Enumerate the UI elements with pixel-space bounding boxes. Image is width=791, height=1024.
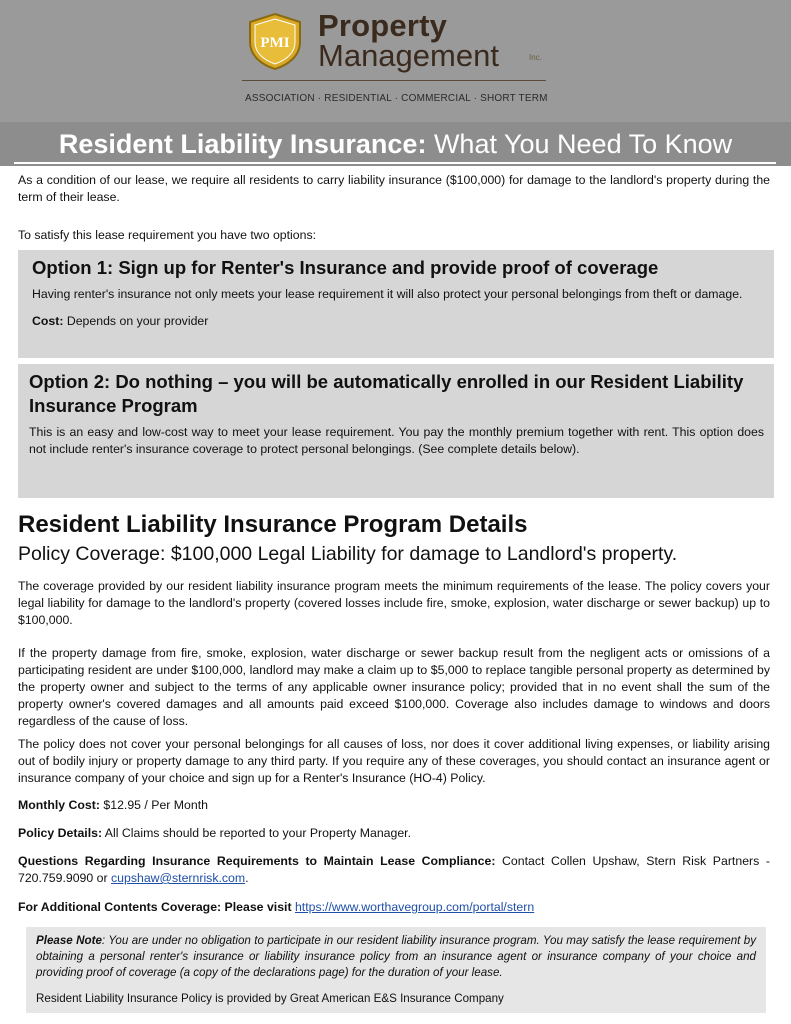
questions-label: Questions Regarding Insurance Requirements to Maintain Lease Compliance: xyxy=(18,854,496,868)
tagline: ASSOCIATION · RESIDENTIAL · COMMERCIAL · SHORT TERM xyxy=(245,93,548,104)
details-title: Resident Liability Insurance Program Details xyxy=(18,511,528,538)
details-subtitle: Policy Coverage: $100,000 Legal Liability for damage to Landlord's property. xyxy=(18,543,678,565)
contact-email-link[interactable]: cupshaw@sternrisk.com xyxy=(111,871,246,885)
additional-coverage xyxy=(18,899,770,916)
please-note-label: Please Note xyxy=(36,934,102,947)
option1-cost-value: Depends on your provider xyxy=(63,314,209,328)
details-paragraph-2: If the property damage from fire, smoke, explosion, water discharge or sewer backup result from the negligent acts or omissions of a participating resident are under $100,000, landlord may make a claim up to $5,000 to replace tangible personal property as determined by the property owner and subject to the terms of any applicable owner insurance policy; provided that in no event shall the sum of the property owner's covered damages and all amounts paid exceed $100,000. Coverage also includes damage to windows and doors regardless of the cause of loss. xyxy=(18,646,770,728)
page-title xyxy=(0,126,791,162)
company-logo xyxy=(240,10,560,86)
options-intro: To satisfy this lease requirement you have two options: xyxy=(18,228,317,242)
page-title-rest: What You Need To Know xyxy=(426,129,733,159)
brand-suffix: Inc. xyxy=(529,53,542,62)
shield-icon xyxy=(246,12,304,70)
policy-details-label: Policy Details: xyxy=(18,826,103,840)
option1-cost xyxy=(32,313,764,330)
brand-divider xyxy=(242,80,546,81)
option1-title: Option 1: Sign up for Renter's Insurance and provide proof of coverage xyxy=(32,257,659,278)
title-underline xyxy=(14,162,776,164)
option1-box xyxy=(18,250,774,358)
option1-cost-label: Cost: xyxy=(32,314,64,328)
intro-paragraph: As a condition of our lease, we require all residents to carry liability insurance ($100,000) for damage to the landlord's property during the term of their lease. xyxy=(18,173,770,204)
insurance-provider: Resident Liability Insurance Policy is provided by Great American E&S Insurance Company xyxy=(36,992,504,1005)
option1-body: Having renter's insurance not only meets your lease requirement it will also protect your personal belongings from theft or damage. xyxy=(32,287,743,301)
header xyxy=(0,0,791,166)
brand-name-line1: Property xyxy=(318,8,448,43)
logo-mark-text: PMI xyxy=(260,35,290,51)
questions-value: Contact Collen Upshaw, Stern Risk Partners - 720.759.9090 or xyxy=(18,854,770,885)
questions-contact xyxy=(18,853,770,887)
policy-details xyxy=(18,825,770,842)
option2-box xyxy=(18,364,774,498)
details-paragraph-1: The coverage provided by our resident liability insurance program meets the minimum requirements of the lease. The policy covers your legal liability for damage to the landlord's property (covered losses include fire, smoke, explosion, water discharge or sewer backup) up to $100,000. xyxy=(18,579,770,627)
questions-end: . xyxy=(245,871,249,885)
please-note-text xyxy=(36,933,756,981)
option2-body: This is an easy and low-cost way to meet your lease requirement. You pay the monthly premium together with rent. This option does not include renter's insurance coverage to protect personal belongings. (See complete details below). xyxy=(29,425,764,456)
additional-coverage-label: For Additional Contents Coverage: Please visit xyxy=(18,900,295,914)
page-title-bold: Resident Liability Insurance: xyxy=(58,129,427,159)
option2-title: Option 2: Do nothing – you will be automatically enrolled in our Resident Liability Insurance Program xyxy=(29,371,744,416)
please-note-box xyxy=(26,927,766,1013)
details-paragraph-3: The policy does not cover your personal belongings for all causes of loss, nor does it cover additional living expenses, or liability arising out of bodily injury or property damage to any third party. If you require any of these coverages, you should contact an insurance agent or insurance company of your choice and sign up for a Renter's Insurance (HO-4) Policy. xyxy=(18,737,770,785)
monthly-cost-label: Monthly Cost: xyxy=(18,798,100,812)
policy-details-value: All Claims should be reported to your Property Manager. xyxy=(102,826,412,840)
brand-name-line2: Management xyxy=(318,38,499,73)
additional-coverage-link[interactable]: https://www.worthavegroup.com/portal/stern xyxy=(294,900,535,914)
please-note-body: : You are under no obligation to participate in our resident liability insurance program. You may satisfy the lease requirement by obtaining a personal renter's insurance or liability insurance policy from an insurance agent or insurance company of your choice and providing proof of coverage (a copy of the declarations page) for the duration of your lease. xyxy=(36,934,757,979)
monthly-cost-value: $12.95 / Per Month xyxy=(99,798,208,812)
monthly-cost xyxy=(18,797,770,814)
